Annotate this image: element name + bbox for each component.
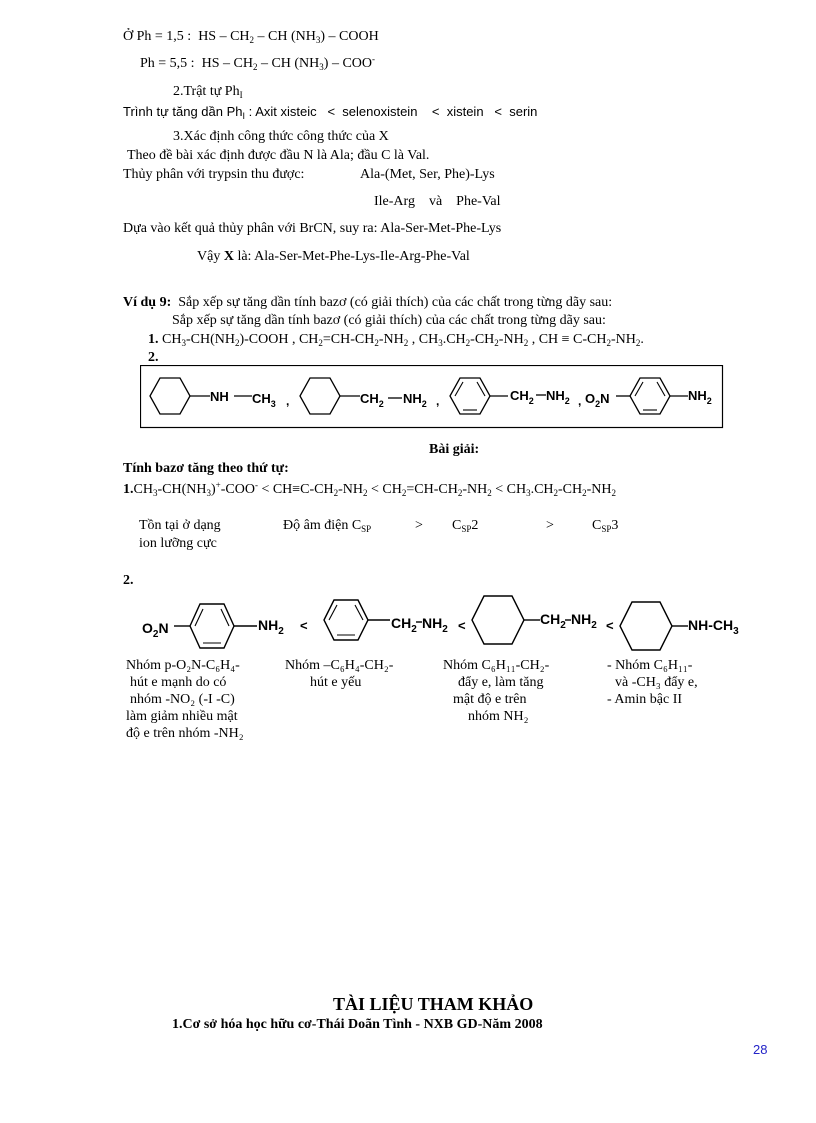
note-electronegativity: Độ âm điện $C_{SP}$ <box>283 518 372 534</box>
note-gt-1: > <box>415 518 423 533</box>
basicity-order-title: Tính bazơ tăng theo thứ tự: <box>123 461 289 476</box>
solution-1-line: $1.CH_3-CH(NH_3)^+-COO^- < CH\equiv C-CH_2-NH_2 < CH_2=CH-CH_2-NH_2 < CH_3.CH_2-CH_2-NH_2$ <box>123 480 617 498</box>
note-csp2: $C_{SP}2$ <box>452 518 479 534</box>
explanation-2 <box>285 657 393 691</box>
expl4-line: - Nhóm C₆H₁₁- <box>607 658 693 673</box>
note-gt-2: > <box>546 518 554 533</box>
fig2-cyclohexane-c <box>472 596 524 644</box>
example-9-item-1: 1. $CH_3-CH(NH_2)$-COOH , $CH_2=CH-CH_2-NH_2$ , $CH_3.CH_2-CH_2-NH_2$ , CH ≡ $C-CH_2-NH_2$. <box>148 332 644 348</box>
expl2-line: Nhóm –C₆H₄-CH₂- <box>285 658 394 673</box>
s3-line-3-value: Ile-Arg và Phe-Val <box>374 194 501 209</box>
explanation-4 <box>607 657 698 708</box>
expl2-line: hút e yếu <box>310 675 362 690</box>
mol2-group: $CH_2$ <box>360 391 384 409</box>
mol3-group: $CH_2$ <box>510 388 534 406</box>
svg-text:,: , <box>436 394 440 408</box>
example-9-line-2: Sắp xếp sự tăng dần tính bazơ (có giải thích) của các chất trong từng dãy sau: <box>172 313 606 328</box>
example-9-item-2: 2. <box>148 350 159 365</box>
mol4-head: $O_2N$ <box>585 391 610 409</box>
svg-text:,: , <box>578 394 582 408</box>
s3-line-4: Dựa vào kết quả thủy phân với BrCN, suy ra: Ala-Ser-Met-Phe-Lys <box>123 221 502 236</box>
solution-title: Bài giải: <box>429 442 480 457</box>
explanation-1 <box>126 657 244 742</box>
ph-line-1: Ở Ph = 1,5 : HS – $CH_2$ – CH $(NH_3)$ – COOH <box>123 29 379 45</box>
cyclohexane-ring-1 <box>150 378 190 414</box>
svg-text:<: < <box>458 618 466 633</box>
expl3-line: đẩy e, làm tăng <box>458 675 544 690</box>
expl1-line: làm giảm nhiều mật <box>126 709 238 724</box>
ph-line-2: Ph = 5,5 : HS – $CH_2$ – CH $(NH_3) - COO^-$ <box>140 54 376 72</box>
s3-line-1: Theo đề bài xác định được đầu N là Ala; đầu C là Val. <box>127 148 430 163</box>
s3-line-5: Vậy X là: Ala-Ser-Met-Phe-Lys-Ile-Arg-Phe-Val <box>197 249 470 264</box>
expl3-line: mật độ e trên <box>453 692 527 707</box>
fig2-d-tail: $NH-CH_3$ <box>688 617 739 637</box>
mol3-tail: $NH_2$ <box>546 388 570 406</box>
fig2-benzene-b <box>324 600 368 640</box>
example-9-structures-figure <box>140 365 724 429</box>
fig2-b-tail: $NH_2$ <box>422 615 448 635</box>
mol2-tail: $NH_2$ <box>403 391 427 409</box>
note-zwitterion-2: ion lưỡng cực <box>139 536 217 551</box>
expl1-line: độ e trên nhóm -NH₂ <box>126 726 244 741</box>
expl3-line: Nhóm C₆H₁₁-CH₂- <box>443 658 550 673</box>
expl4-line: và -CH₃ đẩy e, <box>615 675 698 690</box>
s3-line-2-value: Ala-(Met, Ser, Phe)-Lys <box>360 167 495 182</box>
fig2-c-group: $CH_2$ <box>540 611 566 631</box>
expl1-line: nhóm -NO₂ (-I -C) <box>130 692 235 707</box>
solution-2-structures-figure <box>140 592 752 654</box>
mol1-group: NH <box>210 389 229 404</box>
solution-2-number: 2. <box>123 573 134 588</box>
fig2-a-head: $O_2N$ <box>142 620 169 640</box>
example-9-line: Ví dụ 9: Sắp xếp sự tăng dần tính bazơ (có giải thích) của các chất trong từng dãy sau: <box>123 295 613 310</box>
svg-text:<: < <box>606 618 614 633</box>
fig2-c-tail: $NH_2$ <box>571 611 597 631</box>
mol4-tail: $NH_2$ <box>688 388 712 406</box>
mol1-tail: $CH_3$ <box>252 391 276 409</box>
note-zwitterion-1: Tồn tại ở dạng <box>139 518 221 533</box>
explanation-3 <box>443 657 549 725</box>
cyclohexane-ring-2 <box>300 378 340 414</box>
fig2-a-tail: $NH_2$ <box>258 617 284 637</box>
fig2-b-group: $CH_2$ <box>391 615 417 635</box>
references-title: TÀI LIỆU THAM KHẢO <box>333 994 534 1014</box>
benzene-ring-2 <box>630 378 670 414</box>
pi-order-line: Trình tự tăng dần $Ph_I$ : Axit xisteic < selenoxistein < xistein < serin <box>123 104 538 121</box>
svg-text:<: < <box>300 618 308 633</box>
expl4-line: - Amin bậc II <box>607 692 683 707</box>
expl1-line: Nhóm p-O₂N-C₆H₄- <box>126 658 240 673</box>
fig2-benzene-a <box>190 604 234 648</box>
reference-1: 1.Cơ sở hóa học hữu cơ-Thái Doãn Tình - NXB GD-Năm 2008 <box>172 1017 543 1032</box>
expl3-line: nhóm NH₂ <box>468 709 529 724</box>
svg-text:,: , <box>286 394 290 408</box>
s3-line-2-label: Thủy phân với trypsin thu được: <box>123 167 305 182</box>
note-csp3: $C_{SP}3$ <box>592 518 619 534</box>
section-2-title: 2.Trật tự $Ph_I$ <box>173 84 243 100</box>
benzene-ring-1 <box>450 378 490 414</box>
section-3-title: 3.Xác định công thức công thức của X <box>173 129 389 144</box>
page-number: 28 <box>753 1042 768 1057</box>
expl1-line: hút e mạnh do có <box>130 675 227 690</box>
fig2-cyclohexane-d <box>620 602 672 650</box>
